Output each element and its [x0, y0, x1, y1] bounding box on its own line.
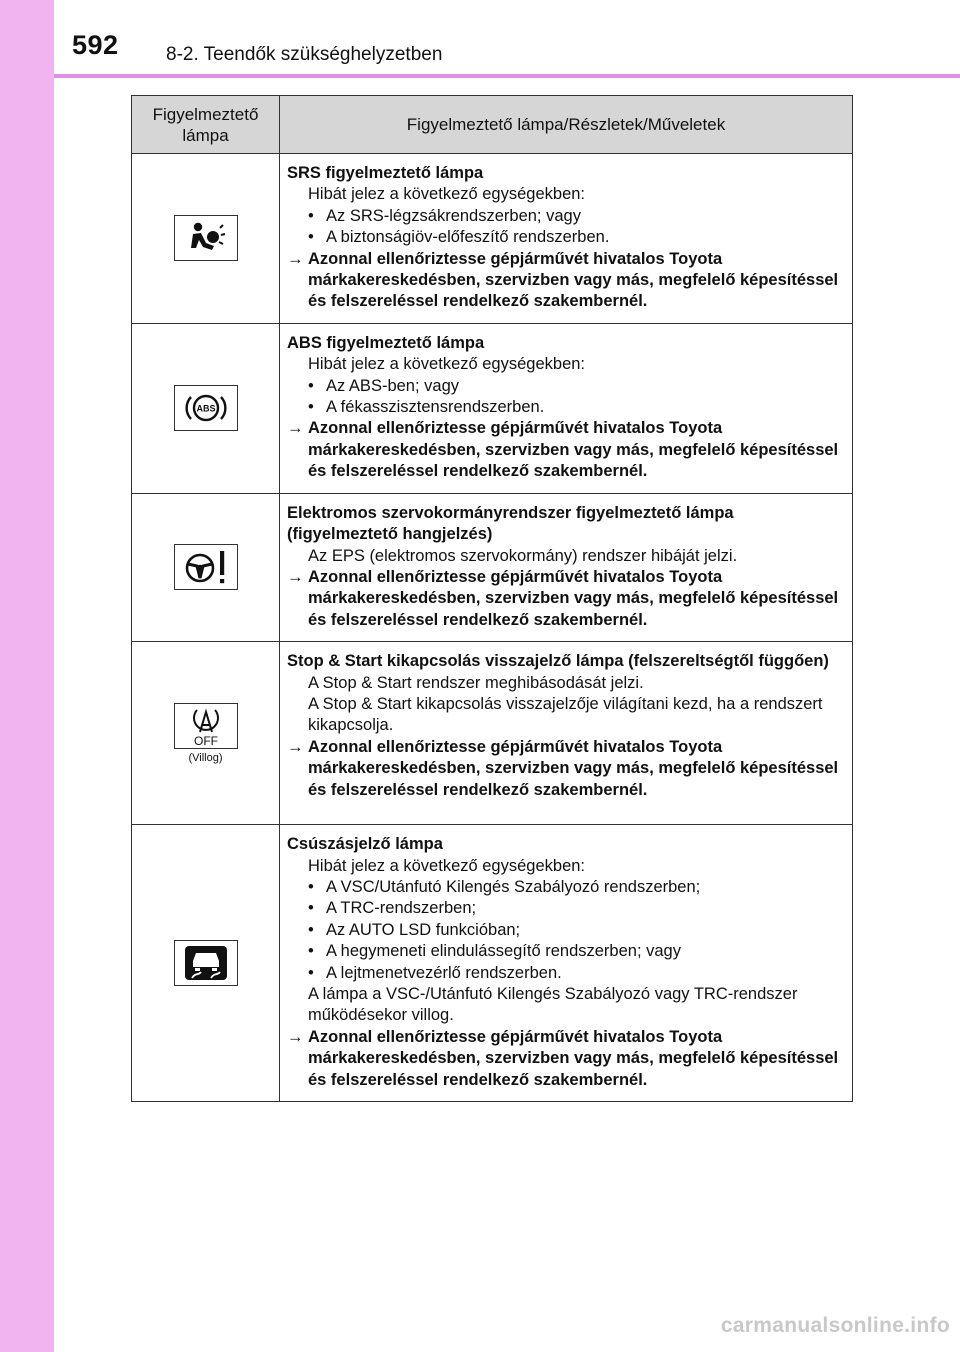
- list-item: • A lejtmenetvezérlő rendszerben.: [308, 963, 562, 982]
- table-row: [132, 825, 853, 1102]
- side-color-tab: [0, 0, 54, 1352]
- action-instruction: → Azonnal ellenőriztesse gépjárművét hivatalos Toyota márkakereskedésben, szervizben vagy más, megfelelő képesítéssel és felszereléssel rendelkező szakembernél.: [287, 1027, 839, 1089]
- list-item: • A fékasszisztensrendszerben.: [308, 398, 545, 417]
- stop-start-off-icon: [174, 703, 238, 749]
- icon-cell: [132, 825, 280, 1102]
- details-cell: [280, 642, 853, 825]
- slip-indicator-icon: [174, 940, 238, 986]
- table-row: [132, 154, 853, 324]
- action-instruction: → Azonnal ellenőriztesse gépjárművét hivatalos Toyota márkakereskedésben, szervizben vagy más, megfelelő képesítéssel és felszereléssel rendelkező szakembernél.: [287, 567, 839, 629]
- airbag-warning-icon: [174, 215, 238, 261]
- off-icon-text: OFF: [193, 733, 218, 748]
- description: A Stop & Start rendszer meghibásodását jelzi.: [308, 673, 644, 692]
- list-item: • A VSC/Utánfutó Kilengés Szabályozó rendszerben;: [308, 877, 701, 896]
- lamp-title: ABS figyelmeztető lámpa: [287, 333, 485, 352]
- table-row: [132, 642, 853, 825]
- watermark: carmanualsonline.info: [720, 1314, 950, 1337]
- table-row: [132, 323, 853, 493]
- list-item: • A hegymeneti elindulássegítő rendszerben; vagy: [308, 942, 681, 961]
- column-header-lamp: Figyelmeztető lámpa: [132, 96, 280, 154]
- description: Hibát jelez a következő egységekben:: [308, 185, 586, 204]
- description: Az EPS (elektromos szervokormány) rendszer hibáját jelzi.: [308, 546, 738, 565]
- section-title: 8-2. Teendők szükséghelyzetben: [166, 44, 443, 65]
- icon-caption: (Villog): [188, 751, 223, 764]
- lamp-title: Stop & Start kikapcsolás visszajelző lámpa (felszereltségtől függően): [287, 652, 829, 671]
- description: A Stop & Start kikapcsolás visszajelzője világítani kezd, ha a rendszert kikapcsolja.: [308, 694, 823, 735]
- icon-cell: [132, 323, 280, 493]
- action-instruction: → Azonnal ellenőriztesse gépjárművét hivatalos Toyota márkakereskedésben, szervizben vagy más, megfelelő képesítéssel és felszereléssel rendelkező szakembernél.: [287, 419, 839, 481]
- table-row: [132, 493, 853, 641]
- table-header-row: [132, 96, 853, 154]
- details-cell: [280, 154, 853, 324]
- details-cell: [280, 323, 853, 493]
- list-item: • A TRC-rendszerben;: [308, 899, 477, 918]
- details-cell: [280, 493, 853, 641]
- page-number: 592: [72, 30, 119, 60]
- lamp-title: Elektromos szervokormányrendszer figyelmeztető lámpa (figyelmeztető hangjelzés): [287, 503, 734, 544]
- list-item: • Az AUTO LSD funkcióban;: [308, 920, 521, 939]
- list-item: • Az ABS-ben; vagy: [308, 376, 459, 395]
- icon-cell: [132, 493, 280, 641]
- icon-cell: [132, 154, 280, 324]
- steering-warning-icon: [174, 544, 238, 590]
- column-header-details: Figyelmeztető lámpa/Részletek/Műveletek: [280, 96, 853, 154]
- warning-lights-table: [131, 95, 853, 1102]
- note: A lámpa a VSC-/Utánfutó Kilengés Szabályozó vagy TRC-rendszer működésekor villog.: [308, 984, 798, 1025]
- icon-cell: [132, 642, 280, 825]
- list-item: • Az SRS-légzsákrendszerben; vagy: [308, 206, 581, 225]
- description: Hibát jelez a következő egységekben:: [308, 355, 586, 374]
- abs-icon-text: ABS: [195, 403, 216, 414]
- lamp-title: SRS figyelmeztető lámpa: [287, 164, 484, 182]
- lamp-title: Csúszásjelző lámpa: [287, 835, 443, 854]
- action-instruction: → Azonnal ellenőriztesse gépjárművét hivatalos Toyota márkakereskedésben, szervizben vagy más, megfelelő képesítéssel és felszereléssel rendelkező szakembernél.: [287, 249, 839, 311]
- details-cell: [280, 825, 853, 1102]
- list-item: • A biztonságiöv-előfeszítő rendszerben.: [308, 228, 610, 247]
- action-instruction: → Azonnal ellenőriztesse gépjárművét hivatalos Toyota márkakereskedésben, szervizben vagy más, megfelelő képesítéssel és felszereléssel rendelkező szakembernél.: [287, 737, 839, 799]
- abs-warning-icon: [174, 385, 238, 431]
- header-rule: [54, 74, 960, 78]
- description: Hibát jelez a következő egységekben:: [308, 856, 586, 875]
